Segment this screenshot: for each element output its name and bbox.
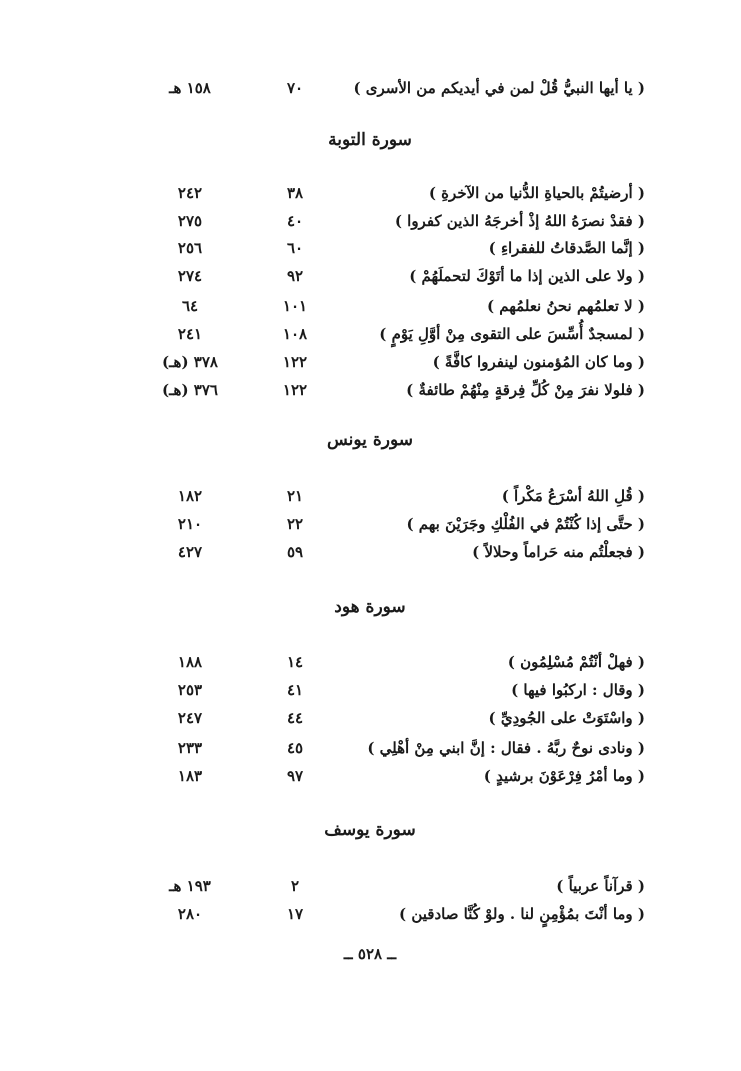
verse-number: ٤١ — [286, 681, 304, 699]
page-reference: ٦٤ — [181, 297, 199, 315]
page-reference: ٢٤٢ — [177, 184, 203, 202]
page-reference: ٢١٠ — [177, 515, 203, 533]
verse-text: ( وما أنْتَ بمُؤْمِنٍ لنا . ولوْ كُنَّا صادقين ) — [399, 905, 645, 923]
verse-number: ١٤ — [286, 653, 304, 671]
verse-text: ( يا أيها النبيُّ قُلْ لمن في أيديكم من الأسرى ) — [353, 79, 645, 97]
index-entry — [150, 872, 645, 900]
verse-number: ١٢٢ — [282, 353, 308, 371]
verse-number: ٩٢ — [286, 267, 304, 285]
verse-text: ( حتَّى إذا كُنْتُمْ في الفُلْكِ وجَرَيْنَ بهم ) — [406, 515, 645, 533]
index-entry — [150, 734, 645, 762]
page-number: ــ ٥٢٨ ــ — [343, 945, 397, 963]
verse-number: ٤٥ — [286, 739, 304, 757]
verse-number: ٤٠ — [286, 212, 304, 230]
surah-title: سورة يونس — [327, 430, 413, 450]
page-reference: ١٨٢ — [177, 487, 203, 505]
index-entry — [150, 376, 645, 404]
surah-title: سورة التوبة — [328, 130, 412, 150]
index-entry — [150, 74, 645, 102]
page-reference: ١٨٣ — [177, 767, 203, 785]
verse-number: ٢١ — [286, 487, 304, 505]
verse-number: ٢ — [290, 877, 300, 895]
verse-number: ١٠٨ — [282, 325, 308, 343]
page-reference: ١٩٣ هـ — [169, 877, 211, 895]
verse-text: ( ونادى نوحٌ ربَّهُ . فقال : إنَّ ابني مِنْ أهْلِي ) — [367, 739, 645, 757]
page-reference: ٢٤١ — [177, 325, 203, 343]
index-entry — [150, 234, 645, 262]
verse-text: ( وقال : اركبُوا فيها ) — [511, 681, 645, 699]
page-reference: ٢٤٧ — [177, 709, 203, 727]
verse-text: ( فقدْ نصرَهُ اللهُ إذْ أخرجَهُ الذين كفروا ) — [394, 212, 645, 230]
index-entry — [150, 292, 645, 320]
index-entry — [150, 179, 645, 207]
verse-text: ( ولا على الذين إذا ما أتَوْكَ لتحملَهُمْ ) — [409, 267, 645, 285]
page-reference: ٢٥٣ — [177, 681, 203, 699]
verse-number: ٣٨ — [286, 184, 304, 202]
page-reference: ٢٨٠ — [177, 905, 203, 923]
surah-title: سورة يوسف — [324, 820, 416, 840]
index-entry — [150, 762, 645, 790]
verse-number: ٥٩ — [286, 543, 304, 561]
verse-number: ٤٤ — [286, 709, 304, 727]
verse-text: ( لمسجدٌ أُسِّسَ على التقوى مِنْ أوَّلِ يَوْمٍ ) — [379, 325, 645, 343]
index-entry — [150, 676, 645, 704]
verse-number: ٩٧ — [286, 767, 304, 785]
page-reference: ١٥٨ هـ — [169, 79, 211, 97]
verse-text: ( واسْتَوَتْ على الجُودِيِّ ) — [488, 709, 645, 727]
verse-number: ٢٢ — [286, 515, 304, 533]
verse-text: ( قُلِ اللهُ أسْرَعُ مَكْراً ) — [501, 487, 645, 505]
index-entry — [150, 538, 645, 566]
verse-text: ( وما أمْرُ فِرْعَوْنَ برشيدٍ ) — [483, 767, 645, 785]
index-entry — [150, 348, 645, 376]
page-reference: ١٨٨ — [177, 653, 203, 671]
index-entry — [150, 510, 645, 538]
verse-number: ١٠١ — [282, 297, 308, 315]
verse-text: ( فجعلْتُم منه حَراماً وحلالاً ) — [472, 543, 645, 561]
page-reference: ٢٧٥ — [177, 212, 203, 230]
verse-text: ( قرآناً عربياً ) — [556, 877, 645, 895]
index-entry — [150, 320, 645, 348]
page-reference: ٢٥٦ — [177, 239, 203, 257]
index-entry — [150, 900, 645, 928]
verse-text: ( وما كان المُؤمنون لينفروا كافَّةً ) — [432, 353, 645, 371]
verse-text: ( إنَّما الصَّدقاتُ للفقراءِ ) — [488, 239, 645, 257]
page-reference: ٤٢٧ — [177, 543, 203, 561]
surah-title: سورة هود — [334, 597, 406, 617]
verse-text: ( أرضيتُمْ بالحياةِ الدُّنيا من الآخرةِ ) — [428, 184, 645, 202]
page-reference: ٢٣٣ — [177, 739, 203, 757]
index-entry — [150, 482, 645, 510]
verse-text: ( لا تعلمُهم نحنُ نعلمُهم ) — [486, 297, 645, 315]
index-entry — [150, 262, 645, 290]
index-entry — [150, 648, 645, 676]
verse-number: ١٢٢ — [282, 381, 308, 399]
verse-number: ١٧ — [286, 905, 304, 923]
verse-number: ٦٠ — [286, 239, 304, 257]
verse-text: ( فلولا نفرَ مِنْ كُلِّ فِرقةٍ مِنْهُمْ طائفةٌ ) — [406, 381, 645, 399]
index-entry — [150, 207, 645, 235]
page-reference: ٢٧٤ — [177, 267, 203, 285]
verse-number: ٧٠ — [286, 79, 304, 97]
verse-text: ( فهلْ أنْتُمْ مُسْلِمُون ) — [507, 653, 645, 671]
index-entry — [150, 704, 645, 732]
page-reference: ٣٧٨ (هـ) — [162, 353, 218, 371]
page-reference: ٣٧٦ (هـ) — [162, 381, 218, 399]
